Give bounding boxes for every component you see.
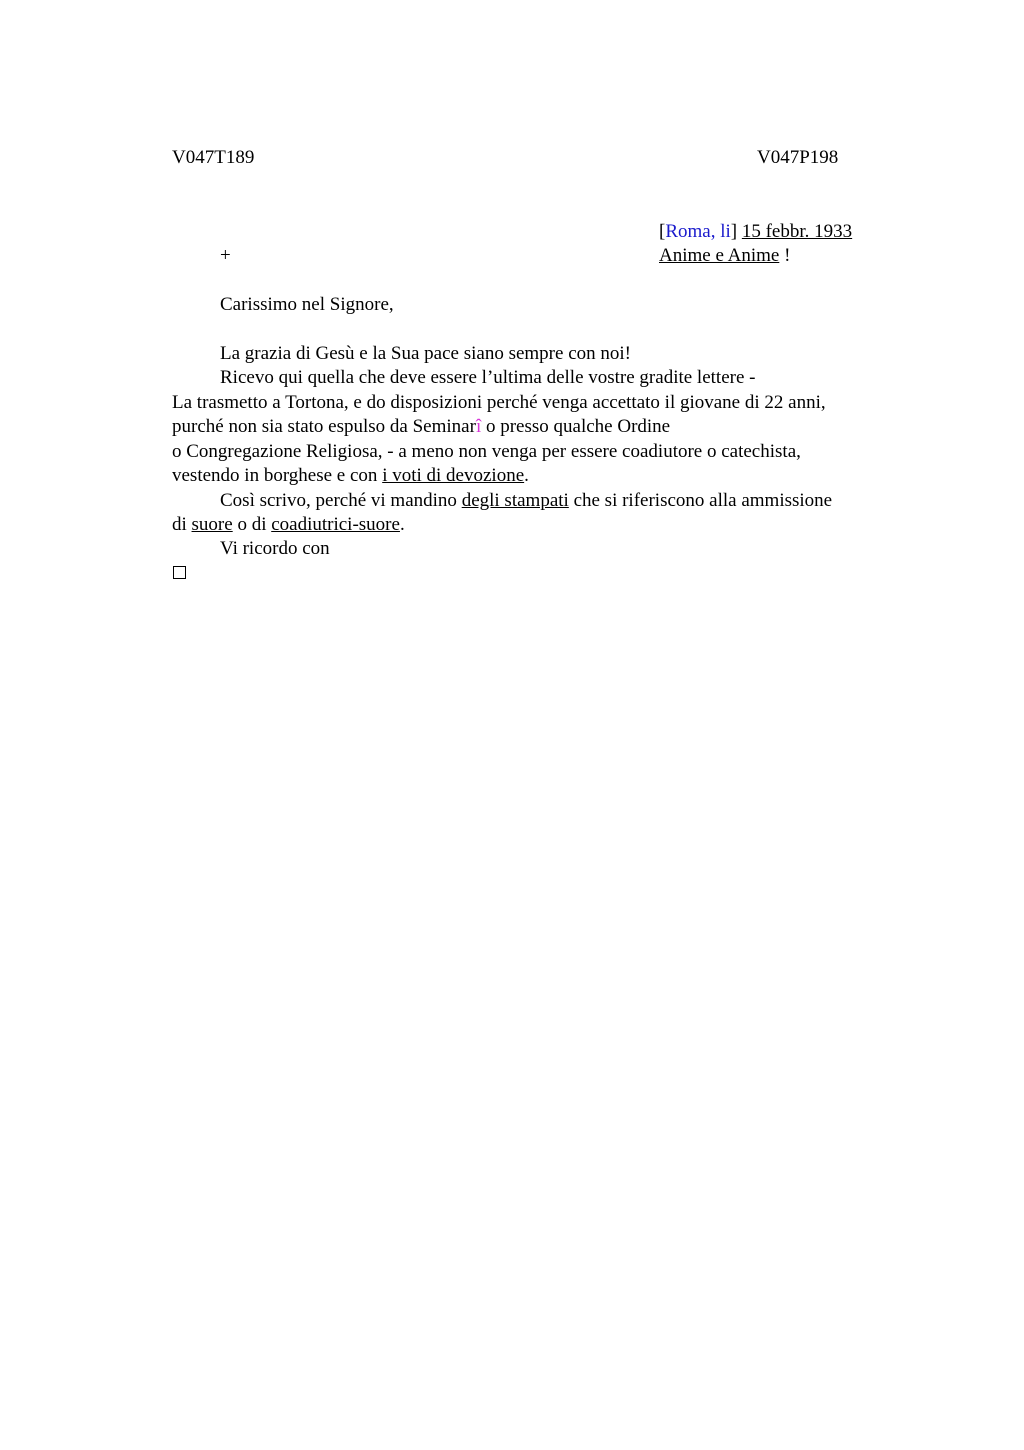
body-line-5: o Congregazione Religiosa, - a meno non venga per essere coadiutore o catechista, <box>172 441 801 462</box>
motto-suffix: ! <box>779 245 791 266</box>
archive-code-right: V047P198 <box>757 147 839 168</box>
body-line-8-c: o di <box>232 514 272 535</box>
body-line-1: La grazia di Gesù e la Sua pace siano sempre con noi! <box>220 343 631 364</box>
body-line-6-c: . <box>524 465 529 486</box>
motto <box>659 244 790 268</box>
body-line-4-a: purché non sia stato espulso da Seminar <box>172 416 476 437</box>
body-line-6-underlined: i voti di devozione <box>382 465 525 486</box>
date-text: 15 febbr. 1933 <box>741 221 853 242</box>
box-glyph-icon <box>173 566 186 579</box>
body-line-6 <box>172 464 529 488</box>
body-line-9: Vi ricordo con <box>220 538 330 559</box>
archive-code-left: V047T189 <box>172 147 255 168</box>
bracket-close: ] <box>730 221 738 242</box>
body-line-8-a: di <box>172 514 192 535</box>
salutation: Carissimo nel Signore, <box>220 294 394 315</box>
body-line-4-c: o presso qualche Ordine <box>481 416 671 437</box>
body-line-2: Ricevo qui quella che deve essere l’ultima delle vostre gradite lettere - <box>220 367 756 388</box>
cross-mark: + <box>220 245 231 266</box>
body-line-7 <box>220 489 832 513</box>
dateline <box>659 220 852 244</box>
body-line-3: La trasmetto a Tortona, e do disposizioni perché venga accettato il giovane di 22 anni, <box>172 392 826 413</box>
body-line-8-underlined-2: coadiutrici-suore <box>271 514 400 535</box>
motto-text: Anime e Anime <box>659 245 780 266</box>
body-line-8 <box>172 513 405 537</box>
body-line-7-a: Così scrivo, perché vi mandino <box>220 490 462 511</box>
body-line-7-underlined: degli stampati <box>461 490 569 511</box>
body-line-8-underlined-1: suore <box>191 514 233 535</box>
body-line-8-e: . <box>399 514 405 535</box>
body-line-7-c: che si riferiscono alla ammissione <box>568 490 833 511</box>
place-text: Roma, li <box>665 221 731 242</box>
body-line-6-a: vestendo in borghese e con <box>172 465 383 486</box>
body-line-4-accent: î <box>475 416 482 437</box>
body-line-4 <box>172 415 670 439</box>
bracket-open: [ <box>659 221 666 242</box>
